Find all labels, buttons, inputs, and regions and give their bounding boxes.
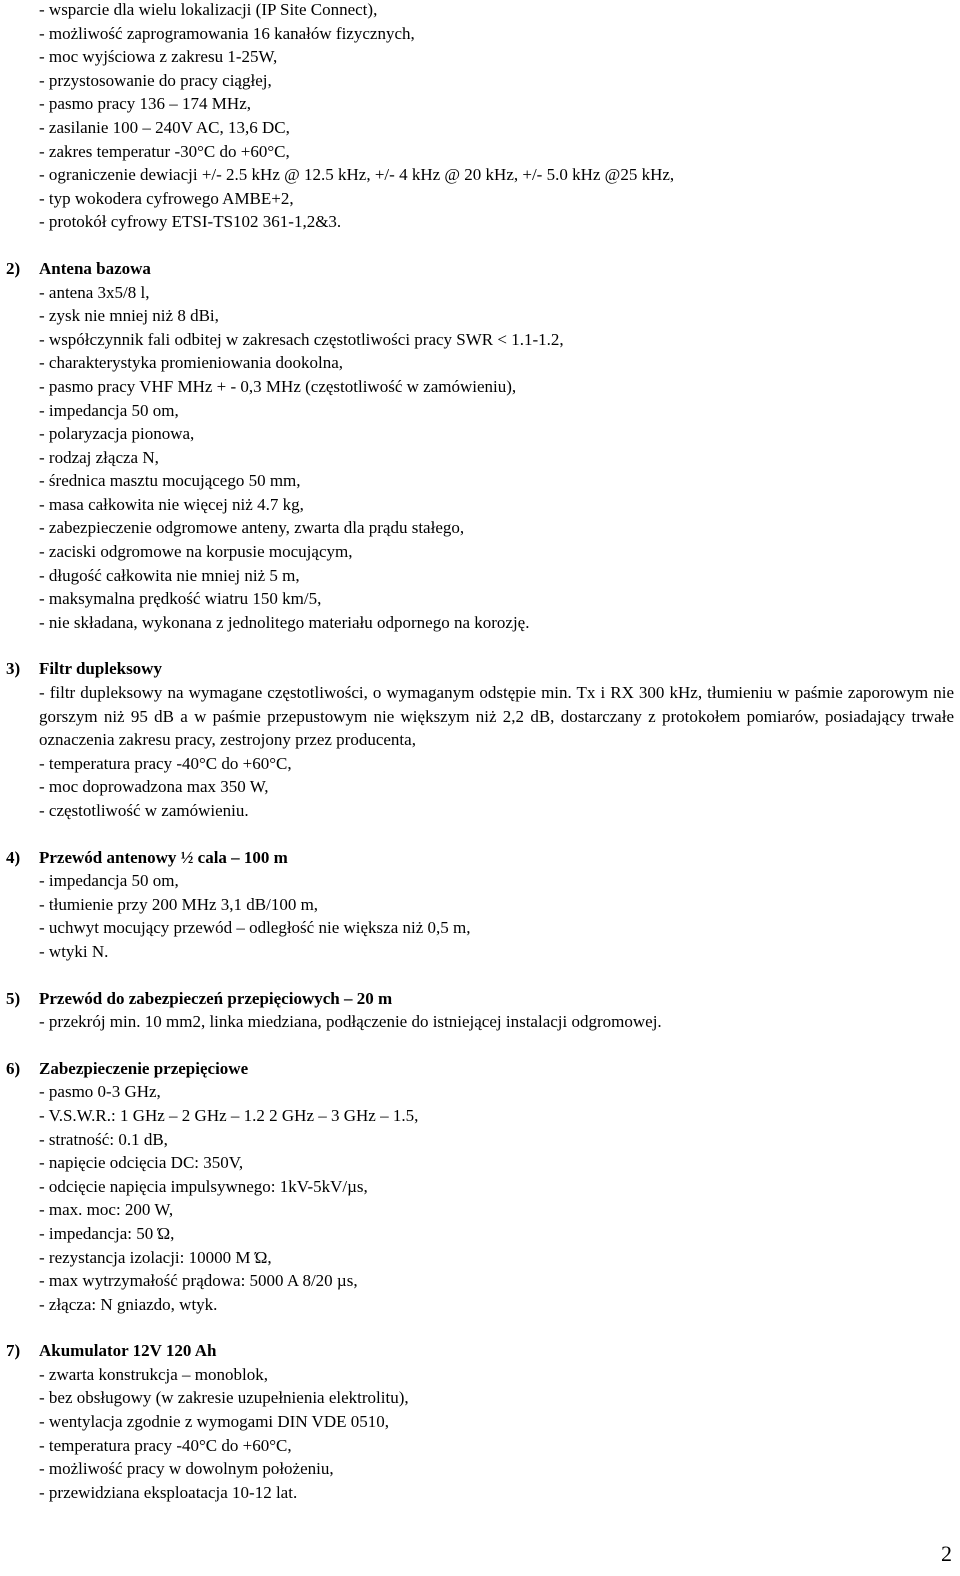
list-item: - impedancja: 50 Ώ,	[39, 1223, 175, 1243]
section-title: Antena bazowa	[39, 258, 151, 278]
section-2	[0, 257, 960, 635]
list-item: - odcięcie napięcia impulsywnego: 1kV-5kV/µs,	[39, 1176, 368, 1196]
list-item: - moc wyjściowa z zakresu 1-25W,	[39, 47, 278, 67]
list-item: - tłumienie przy 200 MHz 3,1 dB/100 m,	[39, 894, 319, 914]
section-items	[0, 281, 960, 635]
list-item: - max. moc: 200 W,	[39, 1200, 174, 1220]
section-items	[0, 1080, 960, 1316]
list-item: - antena 3x5/8 l,	[39, 282, 150, 302]
list-item: - protokół cyfrowy ETSI-TS102 361-1,2&3.	[39, 212, 342, 232]
section-heading	[0, 257, 960, 281]
section-7	[0, 1339, 960, 1504]
list-item: - pasmo pracy 136 – 174 MHz,	[39, 94, 251, 114]
section-heading	[0, 657, 960, 681]
list-item: - możliwość zaprogramowania 16 kanałów fizycznych,	[39, 23, 415, 43]
list-item: - zakres temperatur -30°C do +60°C,	[39, 141, 290, 161]
section-number: 4)	[6, 847, 21, 867]
list-item: - ograniczenie dewiacji +/- 2.5 kHz @ 12.5 kHz, +/- 4 kHz @ 20 kHz, +/- 5.0 kHz @25 kHz,	[39, 165, 675, 185]
list-item: - bez obsługowy (w zakresie uzupełnienia elektrolitu),	[39, 1388, 409, 1408]
section-items	[0, 869, 960, 963]
list-item: - złącza: N gniazdo, wtyk.	[39, 1294, 218, 1314]
list-item: - moc doprowadzona max 350 W,	[39, 777, 269, 797]
list-item: - zysk nie mniej niż 8 dBi,	[39, 306, 219, 326]
list-item: - polaryzacja pionowa,	[39, 424, 195, 444]
list-item: - masa całkowita nie więcej niż 4.7 kg,	[39, 494, 304, 514]
section-heading	[0, 987, 960, 1011]
list-item: - stratność: 0.1 dB,	[39, 1129, 168, 1149]
list-item: - impedancja 50 om,	[39, 400, 179, 420]
list-item: - przewidziana eksploatacja 10-12 lat.	[39, 1482, 298, 1502]
list-item: - pasmo pracy VHF MHz + - 0,3 MHz (częstotliwość w zamówieniu),	[39, 376, 517, 396]
section-title: Filtr dupleksowy	[39, 659, 162, 679]
list-item: - napięcie odcięcia DC: 350V,	[39, 1153, 244, 1173]
list-item: - zasilanie 100 – 240V AC, 13,6 DC,	[39, 117, 290, 137]
list-item: - przystosowanie do pracy ciągłej,	[39, 70, 272, 90]
list-item: - wtyki N.	[39, 941, 109, 961]
section-title: Akumulator 12V 120 Ah	[39, 1341, 217, 1361]
list-item: - zabezpieczenie odgromowe anteny, zwarta dla prądu stałego,	[39, 518, 465, 538]
list-item: - typ wokodera cyfrowego AMBE+2,	[39, 188, 294, 208]
section-number: 5)	[6, 988, 21, 1008]
section-heading	[0, 1057, 960, 1081]
list-item: - wentylacja zgodnie z wymogami DIN VDE 0510,	[39, 1412, 389, 1432]
list-item: - pasmo 0-3 GHz,	[39, 1082, 161, 1102]
section-items	[0, 752, 960, 823]
list-item: - średnica masztu mocującego 50 mm,	[39, 471, 301, 491]
list-item: - maksymalna prędkość wiatru 150 km/5,	[39, 589, 322, 609]
list-item: - nie składana, wykonana z jednolitego materiału odpornego na korozję.	[39, 612, 530, 632]
list-item: - rodzaj złącza N,	[39, 447, 159, 467]
list-item: - wsparcie dla wielu lokalizacji (IP Site Connect),	[39, 0, 378, 19]
section-3	[0, 657, 960, 822]
section-5	[0, 987, 960, 1034]
list-item: - możliwość pracy w dowolnym położeniu,	[39, 1459, 334, 1479]
list-item: - V.S.W.R.: 1 GHz – 2 GHz – 1.2 2 GHz – 3 GHz – 1.5,	[39, 1105, 419, 1125]
section-number: 2)	[6, 258, 21, 278]
list-item: - rezystancja izolacji: 10000 M Ώ,	[39, 1247, 272, 1267]
section-4	[0, 846, 960, 964]
section-title: Zabezpieczenie przepięciowe	[39, 1058, 249, 1078]
list-item: - częstotliwość w zamówieniu.	[39, 801, 249, 820]
section-number: 7)	[6, 1341, 21, 1361]
section-paragraph: - filtr dupleksowy na wymagane częstotliwości, o wymaganym odstępie min. Tx i RX 300 kHz, tłumieniu w paśmie zaporowym nie gorszym niż 95 dB a w paśmie przepustowym nie większym niż 2,2 dB, dostarczany z protokołem pomiarów, posiadający trwałe oznaczenia zakresu pracy, zestrojony przez producenta,	[39, 683, 954, 750]
section-number: 6)	[6, 1058, 21, 1078]
list-item: - przekrój min. 10 mm2, linka miedziana, podłączenie do istniejącej instalacji odgromowej.	[39, 1012, 662, 1032]
section-6	[0, 1057, 960, 1317]
section-items	[0, 1010, 960, 1034]
section-heading	[0, 846, 960, 870]
list-item: - max wytrzymałość prądowa: 5000 A 8/20 µs,	[39, 1271, 358, 1291]
section-title: Przewód do zabezpieczeń przepięciowych – 20 m	[39, 988, 393, 1008]
list-item: - współczynnik fali odbitej w zakresach częstotliwości pracy SWR < 1.1-1.2,	[39, 329, 564, 349]
section-items	[0, 1363, 960, 1505]
list-item: - temperatura pracy -40°C do +60°C,	[39, 1435, 292, 1455]
section-number: 3)	[6, 659, 21, 679]
section-title: Przewód antenowy ½ cala – 100 m	[39, 847, 288, 867]
sections	[0, 257, 960, 1505]
section-heading	[0, 1339, 960, 1363]
list-item: - impedancja 50 om,	[39, 871, 179, 891]
page-number: 2	[941, 1541, 952, 1566]
list-item: - charakterystyka promieniowania dookolna,	[39, 353, 344, 373]
list-item: - długość całkowita nie mniej niż 5 m,	[39, 565, 300, 585]
list-item: - uchwyt mocujący przewód – odległość nie większa niż 0,5 m,	[39, 918, 471, 938]
intro-list	[0, 0, 960, 234]
list-item: - zaciski odgromowe na korpusie mocującym,	[39, 542, 353, 562]
list-item: - temperatura pracy -40°C do +60°C,	[39, 753, 292, 773]
list-item: - zwarta konstrukcja – monoblok,	[39, 1364, 268, 1384]
